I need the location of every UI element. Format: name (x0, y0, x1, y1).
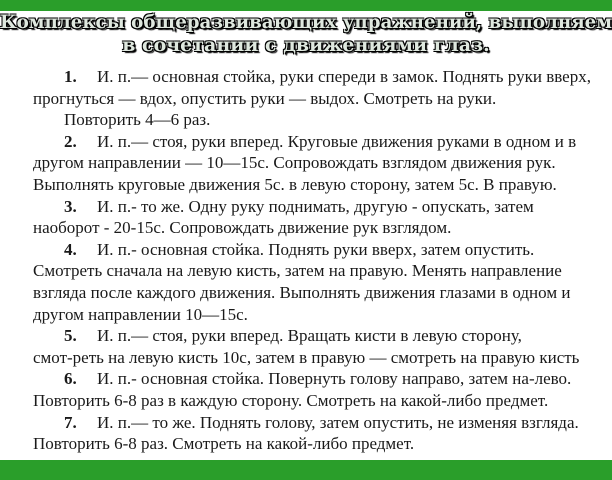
exercise-4-line-4: другом направлении 10—15с. (33, 304, 248, 324)
exercise-2-line-3: Выполнять круговые движения 5с. в левую сторону, затем 5с. В правую. (33, 174, 557, 194)
exercise-4-line-1: 4. И. п.- основная стойка. Поднять руки вверх, затем опустить. (64, 239, 535, 259)
exercise-list (33, 66, 603, 455)
exercise-3-line-1: 3. И. п.- то же. Одну руку поднимать, другую - опускать, затем (64, 196, 534, 216)
exercise-1-line-2: прогнуться — вдох, опустить руки — выдох. Смотреть на руки. (33, 88, 497, 108)
exercise-1-line-3: Повторить 4—6 раз. (64, 110, 211, 130)
exercise-3-number: 3. (64, 196, 77, 216)
exercise-7-number: 7. (64, 412, 77, 432)
bottom-green-band (0, 460, 612, 480)
exercise-2-number: 2. (64, 131, 77, 151)
exercise-4-line-3: взгляда после каждого движения. Выполнять движения глазами в одном и (33, 282, 571, 302)
exercise-4-line-2: Смотреть сначала на левую кисть, затем на правую. Менять направление (33, 261, 562, 281)
exercise-7-line-2: Повторить 6-8 раз. Смотреть на какой-либо предмет. (33, 434, 415, 454)
exercise-6-line-2: Повторить 6-8 раз в каждую сторону. Смотреть на какой-либо предмет. (33, 390, 549, 410)
exercise-3-line-2: наоборот - 20-15с. Сопровождать движение рук взглядом. (33, 218, 452, 238)
exercise-6-line-1: 6. И. п.- основная стойка. Повернуть голову направо, затем на-лево. (64, 369, 572, 389)
top-green-band (0, 0, 612, 11)
exercise-6-number: 6. (64, 369, 77, 389)
exercise-2-line-2: другом направлении — 10—15с. Сопровождать взглядом движения рук. (33, 153, 556, 173)
exercise-7-line-1: 7. И. п.— то же. Поднять голову, затем опустить, не изменяя взгляда. (64, 412, 579, 432)
exercise-2-line-1: 2. И. п.— стоя, руки вперед. Круговые движения руками в одном и в (64, 131, 577, 151)
exercise-1-line-1: 1. И. п.— основная стойка, руки спереди в замок. Поднять руки вверх, (64, 67, 591, 86)
exercise-4-number: 4. (64, 239, 77, 259)
exercise-5-line-2: смот-реть на левую кисть 10с, затем в правую — смотреть на правую кисть (33, 347, 580, 367)
title-line-1: Комплексы общеразвивающих упражнений, выполняем (0, 12, 612, 33)
title-line-2: в сочетании с движениями глаз. (122, 34, 490, 56)
exercise-5-line-1: 5. И. п.— стоя, руки вперед. Вращать кисти в левую сторону, (64, 326, 522, 346)
exercise-5-number: 5. (64, 326, 77, 346)
page-title (0, 11, 612, 57)
exercise-1-number: 1. (64, 67, 77, 86)
